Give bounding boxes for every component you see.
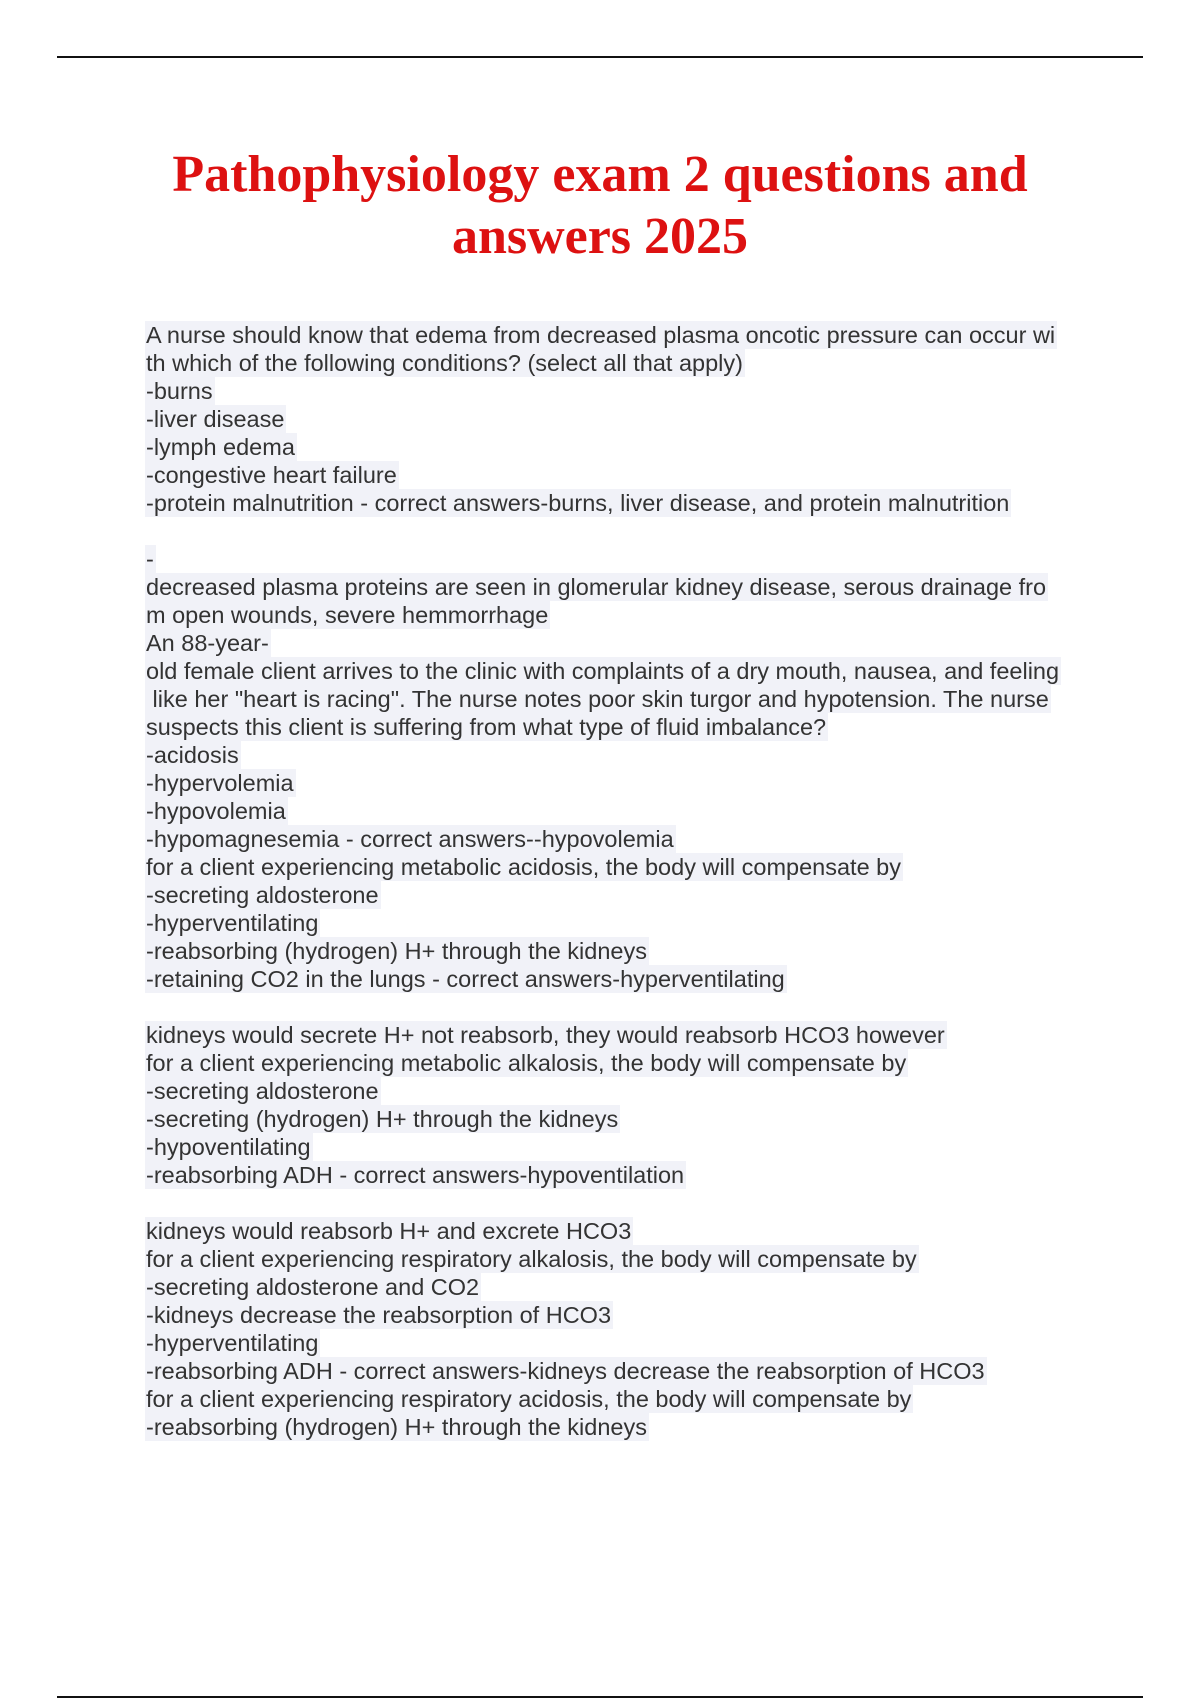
text-line: -liver disease [146, 406, 285, 432]
text-line: decreased plasma proteins are seen in glomerular kidney disease, serous drainage fro [146, 574, 1047, 600]
text-line: -reabsorbing (hydrogen) H+ through the kidneys [146, 938, 647, 964]
text-line: -reabsorbing ADH - correct answers-kidneys decrease the reabsorption of HCO3 [146, 1358, 985, 1384]
text-line: -lymph edema [146, 434, 295, 460]
text-line: -hypervolemia [146, 770, 294, 796]
text-line: -burns [146, 378, 213, 404]
text-line: old female client arrives to the clinic with complaints of a dry mouth, nausea, and feeling [146, 658, 1060, 684]
text-line: suspects this client is suffering from what type of fluid imbalance? [146, 714, 827, 740]
blank-line [145, 993, 1095, 1021]
text-line: - [146, 546, 154, 572]
text-line: like her "heart is racing". The nurse notes poor skin turgor and hypotension. The nurse [146, 686, 1049, 712]
top-rule [57, 56, 1143, 58]
text-line: -hypoventilating [146, 1134, 311, 1160]
text-line: -reabsorbing ADH - correct answers-hypoventilation [146, 1162, 685, 1188]
text-line: kidneys would reabsorb H+ and excrete HCO3 [146, 1218, 632, 1244]
text-line: -secreting aldosterone [146, 1078, 379, 1104]
text-line: kidneys would secrete H+ not reabsorb, they would reabsorb HCO3 however [146, 1022, 945, 1048]
blank-line [145, 1189, 1095, 1217]
text-line: An 88-year- [146, 630, 269, 656]
text-line: -hyperventilating [146, 910, 319, 936]
text-line: -secreting aldosterone [146, 882, 379, 908]
text-line: -secreting (hydrogen) H+ through the kidneys [146, 1106, 619, 1132]
title-line-2: answers 2025 [451, 208, 749, 265]
text-line: -protein malnutrition - correct answers-burns, liver disease, and protein malnutrition [146, 490, 1010, 516]
title-line-1: Pathophysiology exam 2 questions and [172, 146, 1028, 203]
text-line: -reabsorbing (hydrogen) H+ through the kidneys [146, 1414, 647, 1440]
text-line: for a client experiencing metabolic alkalosis, the body will compensate by [146, 1050, 907, 1076]
text-line: -hyperventilating [146, 1330, 319, 1356]
text-line: -secreting aldosterone and CO2 [146, 1274, 480, 1300]
text-line: -retaining CO2 in the lungs - correct answers-hyperventilating [146, 966, 785, 992]
text-line: A nurse should know that edema from decreased plasma oncotic pressure can occur wi [146, 322, 1056, 348]
blank-line [145, 517, 1095, 545]
text-line: -acidosis [146, 742, 239, 768]
text-line: m open wounds, severe hemmorrhage [146, 602, 549, 628]
document-body [145, 321, 1095, 1441]
text-line: -hypomagnesemia - correct answers--hypovolemia [146, 826, 674, 852]
document-title [100, 144, 1100, 268]
text-line: for a client experiencing respiratory acidosis, the body will compensate by [146, 1386, 912, 1412]
text-line: -kidneys decrease the reabsorption of HCO3 [146, 1302, 612, 1328]
text-line: -hypovolemia [146, 798, 286, 824]
text-line: for a client experiencing respiratory alkalosis, the body will compensate by [146, 1246, 917, 1272]
text-line: -congestive heart failure [146, 462, 397, 488]
text-line: th which of the following conditions? (select all that apply) [146, 350, 743, 376]
bottom-rule [57, 1696, 1143, 1698]
text-line: for a client experiencing metabolic acidosis, the body will compensate by [146, 854, 902, 880]
